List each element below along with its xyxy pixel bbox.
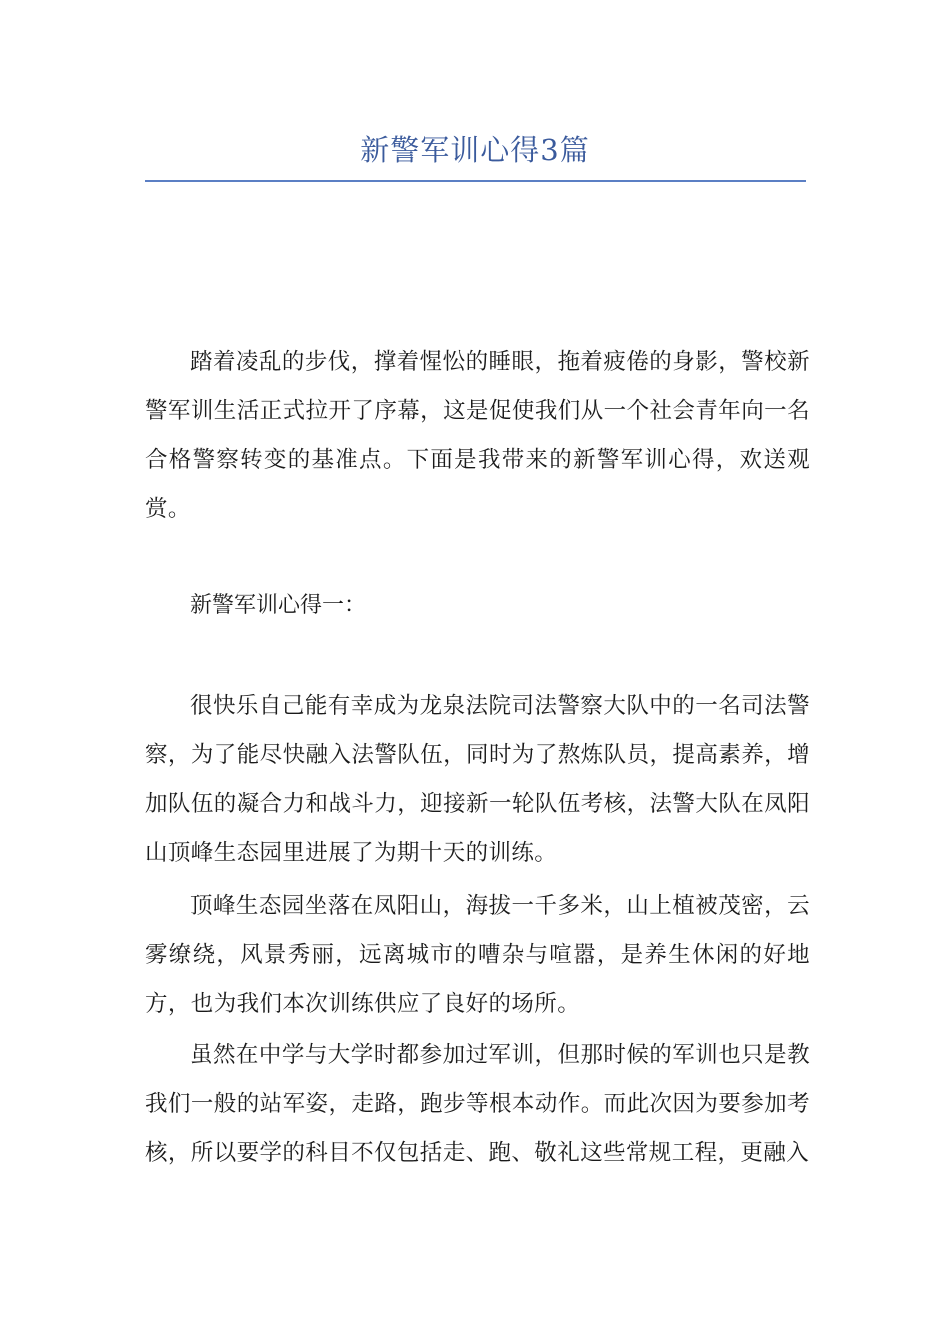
title-divider: [145, 180, 806, 182]
body-paragraph: 顶峰生态园坐落在凤阳山，海拔一千多米，山上植被茂密，云雾缭绕，风景秀丽，远离城市的嘈杂与喧嚣，是养生休闲的好地方，也为我们本次训练供应了良好的场所。: [145, 893, 810, 1017]
page-title: 新警军训心得3篇: [360, 133, 590, 167]
body-paragraph: 虽然在中学与大学时都参加过军训，但那时候的军训也只是教我们一般的站军姿，走路，跑步等根本动作。而此次因为要参加考核，所以要学的科目不仅包括走、跑、敬礼这些常规工程，更融入: [145, 1042, 810, 1166]
intro-paragraph: 踏着凌乱的步伐，撑着惺忪的睡眼，拖着疲倦的身影，警校新警军训生活正式拉开了序幕，这是促使我们从一个社会青年向一名合格警察转变的基准点。下面是我带来的新警军训心得，欢送观赏。: [145, 349, 810, 522]
body-paragraph: 很快乐自己能有幸成为龙泉法院司法警察大队中的一名司法警察，为了能尽快融入法警队伍，同时为了熬炼队员，提高素养，增加队伍的凝合力和战斗力，迎接新一轮队伍考核，法警大队在凤阳山顶峰生态园里进展了为期十天的训练。: [145, 693, 810, 866]
section-heading: 新警军训心得一：: [190, 593, 367, 618]
